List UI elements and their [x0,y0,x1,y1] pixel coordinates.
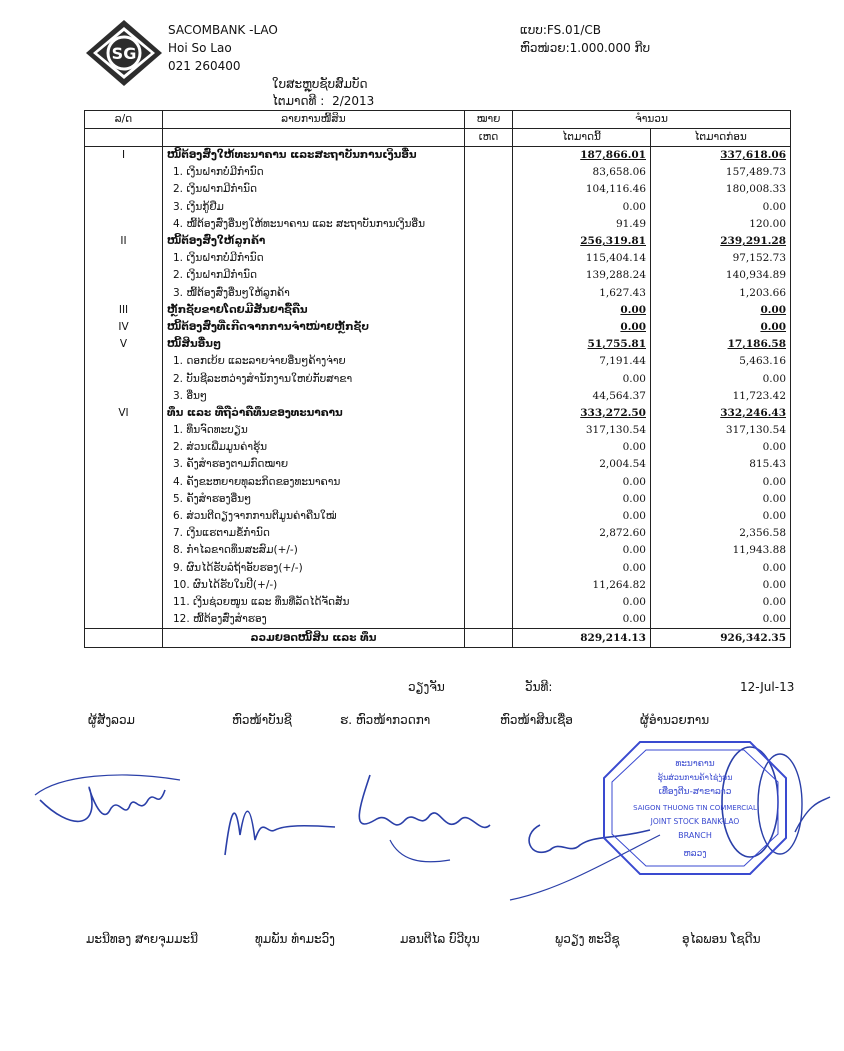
col-header-note: ໝາຍ [465,111,513,129]
row-label: 2. ເງິນຝາກມີກຳນົດ [163,181,465,198]
row-note [465,164,513,181]
row-note [465,594,513,611]
row-label: 9. ຜົນໄດ້ຮັບລໍຖ້າອັບຮອງ(+/-) [163,560,465,577]
row-number [85,181,163,198]
row-current-value: 0.00 [513,491,651,508]
row-note [465,491,513,508]
row-label: 5. ຄັງສຳຮອງອື່ນໆ [163,491,465,508]
row-label: 3. ຄັງສຳຮອງຕາມກົດໝາຍ [163,456,465,473]
row-previous-value: 157,489.73 [651,164,791,181]
row-number [85,456,163,473]
row-current-value: 0.00 [513,508,651,525]
role-director: ຜູ້ອຳນວຍການ [640,713,710,727]
stamp-line-5: JOINT STOCK BANK-LAO [650,817,740,826]
row-note [465,577,513,594]
table-row [85,319,791,336]
row-label: ໜີ້ຕ້ອງສົ່ງໃຫ້ທະນາຄານ ແລະສະຖາບັນການເງິນອື່ນ [163,147,465,165]
row-current-value: 256,319.81 [513,233,651,250]
total-row [85,629,791,648]
form-code: ແບບ:FS.01/CB [520,23,601,37]
role-credit-head: ຫົວໜ້າສິນເຊື່ອ [500,713,573,727]
row-current-value: 2,872.60 [513,525,651,542]
row-note [465,474,513,491]
row-previous-value: 0.00 [651,319,791,336]
row-number: IV [85,319,163,336]
row-previous-value: 815.43 [651,456,791,473]
table-row [85,405,791,422]
total-current: 829,214.13 [513,629,651,648]
row-label: 3. ອື່ນໆ [163,388,465,405]
total-no [85,629,163,648]
row-label: 11. ເງິນຊ່ວຍໜູນ ແລະ ທຶນທີ່ລັດໄດ້ຈັດສັນ [163,594,465,611]
row-number [85,525,163,542]
row-note [465,319,513,336]
table-row [85,560,791,577]
row-previous-value: 0.00 [651,577,791,594]
row-note [465,560,513,577]
col-header-no-blank [85,129,163,147]
table-row [85,594,791,611]
row-previous-value: 0.00 [651,439,791,456]
row-label: ໜີ້ຕ້ອງສົ່ງໃຫ້ລູກຄ້າ [163,233,465,250]
row-number [85,439,163,456]
row-current-value: 0.00 [513,439,651,456]
table-row [85,508,791,525]
row-previous-value: 0.00 [651,474,791,491]
row-number [85,267,163,284]
row-number: III [85,302,163,319]
stamp-line-4: SAIGON THUONG TIN COMMERCIAL [633,804,757,812]
table-row [85,422,791,439]
table-row [85,611,791,629]
table-row [85,491,791,508]
row-current-value: 51,755.81 [513,336,651,353]
stamp-line-2: ຮຸ້ນສ່ວນການຄ້າໄຊ່ງ່ອນ [657,773,733,782]
signing-place: ວຽງຈັນ [408,680,445,694]
row-current-value: 0.00 [513,560,651,577]
row-number: V [85,336,163,353]
row-number [85,250,163,267]
signature-chief-accountant [205,775,345,865]
name-credit-head: ພູວຽງ ທະວີຊຸ [555,932,620,946]
row-label: 12. ໜີ້ຕ້ອງສົ່ງສຳຮອງ [163,611,465,629]
row-number [85,491,163,508]
row-number [85,164,163,181]
row-current-value: 7,191.44 [513,353,651,370]
row-current-value: 44,564.37 [513,388,651,405]
table-row [85,388,791,405]
bank-branch: Hoi So Lao [168,41,232,55]
period-line [272,94,374,108]
company-stamp [600,738,790,878]
table-row [85,474,791,491]
table-row [85,267,791,284]
row-current-value: 1,627.43 [513,285,651,302]
name-chief-accountant: ທຸມພັນ ທຳມະວົງ [255,932,335,946]
role-chief-inspector: ຮ. ຫົວໜ້າກວດກາ [340,713,431,727]
col-header-item: ລາຍການໜີ້ສິນ [163,111,465,129]
col-header-item-blank [163,129,465,147]
date-value: 12-Jul-13 [740,680,795,694]
row-number [85,508,163,525]
stamp-line-7: ຫລວງ [683,849,707,859]
total-label: ລວມຍອດໜີ້ສິນ ແລະ ທຶນ [163,629,465,648]
name-chief-inspector: ມອນຕີໄລ ບົວີບຸນ [400,932,480,946]
currency-unit: ຫົວໜ່ວຍ:1.000.000 ກີບ [520,41,651,55]
row-previous-value: 140,934.89 [651,267,791,284]
row-previous-value: 1,203.66 [651,285,791,302]
row-note [465,267,513,284]
table-row [85,285,791,302]
col-header-no: ລ/ດ [85,111,163,129]
row-previous-value: 97,152.73 [651,250,791,267]
row-previous-value: 120.00 [651,216,791,233]
row-note [465,199,513,216]
row-note [465,439,513,456]
row-label: 1. ດອກເບ້ຍ ແລະລາຍຈ່າຍອື່ນໆຄ້າງຈ່າຍ [163,353,465,370]
row-label: 6. ສ່ວນຕີດຽງຈາກການຕີມູນຄ່າຄືນໃໝ່ [163,508,465,525]
date-label: ວັນທີ: [525,680,553,694]
table-row [85,199,791,216]
row-label: 2. ບັນຊີລະຫວ່າງສຳນັກງານໃຫຍ່ກັບສາຂາ [163,370,465,387]
row-current-value: 139,288.24 [513,267,651,284]
stamp-line-1: ທະນາຄານ [675,759,715,769]
row-number [85,216,163,233]
col-header-amount: ຈຳນວນ [513,111,791,129]
row-label: 4. ໜີ້ຕ້ອງສົ່ງອື່ນໆໃຫ້ທະນາຄານ ແລະ ສະຖາບັນການເງິນອື່ນ [163,216,465,233]
row-current-value: 11,264.82 [513,577,651,594]
row-current-value: 317,130.54 [513,422,651,439]
total-previous: 926,342.35 [651,629,791,648]
row-current-value: 187,866.01 [513,147,651,165]
row-label: 2. ສ່ວນເພີ່ມມູນຄ່າຮຸ້ນ [163,439,465,456]
row-label: 1. ທຶນຈົດທະບຽນ [163,422,465,439]
row-label: 3. ໜີ້ຕ້ອງສົ່ງອື່ນໆໃຫ້ລູກຄ້າ [163,285,465,302]
row-previous-value: 0.00 [651,370,791,387]
row-previous-value: 317,130.54 [651,422,791,439]
row-previous-value: 337,618.06 [651,147,791,165]
bank-logo [84,18,164,88]
row-previous-value: 0.00 [651,199,791,216]
row-label: ຫຼັກຊັບຂາຍໂດຍມີສັນຍາຊື້ຄືນ [163,302,465,319]
logo-lettering: SG [111,44,137,63]
row-previous-value: 0.00 [651,508,791,525]
table-row [85,577,791,594]
row-label: ໜີ້ຕ້ອງສົ່ງທີ່ເກີດຈາກການຈຳໜ່າຍຫຼັກຊັບ [163,319,465,336]
row-note [465,508,513,525]
name-director: ອຸໄລພອນ ໂຊດີນ [682,932,761,946]
table-row [85,181,791,198]
row-current-value: 2,004.54 [513,456,651,473]
row-note [465,181,513,198]
row-note [465,353,513,370]
row-current-value: 83,658.06 [513,164,651,181]
row-current-value: 333,272.50 [513,405,651,422]
row-number [85,611,163,629]
row-label: ທຶນ ແລະ ທີ່ຖືວ່າຄືທຶນຂອງທະນາຄານ [163,405,465,422]
row-current-value: 0.00 [513,199,651,216]
stamp-line-3: ເທື່ອງຕີນ-ສາຂາລາວ [658,787,732,797]
row-previous-value: 239,291.28 [651,233,791,250]
row-number: VI [85,405,163,422]
row-number [85,285,163,302]
table-row [85,370,791,387]
table-row [85,302,791,319]
row-note [465,233,513,250]
row-note [465,422,513,439]
table-row [85,439,791,456]
row-label: 4. ຄັງຂະຫຍາຍທຸລະກິດຂອງທະນາຄານ [163,474,465,491]
row-number [85,422,163,439]
table-row [85,164,791,181]
col-header-previous: ໄຕມາດກ່ອນ [651,129,791,147]
row-previous-value: 0.00 [651,560,791,577]
row-label: 7. ເງິນແຮຕາມຂໍ້ກຳນົດ [163,525,465,542]
row-previous-value: 0.00 [651,302,791,319]
row-label: 1. ເງິນຝາກບໍ່ມີກຳນົດ [163,250,465,267]
row-number: I [85,147,163,165]
row-current-value: 0.00 [513,302,651,319]
table-row [85,250,791,267]
balance-sheet-table [84,110,791,648]
row-current-value: 104,116.46 [513,181,651,198]
row-current-value: 0.00 [513,611,651,629]
table-row [85,542,791,559]
row-previous-value: 17,186.58 [651,336,791,353]
row-current-value: 0.00 [513,370,651,387]
row-note [465,542,513,559]
role-chief-accountant: ຫົວໜ້າບັນຊີ [232,713,292,727]
row-label: 10. ຜົນໄດ້ຮັບໃນປີ(+/-) [163,577,465,594]
row-number [85,594,163,611]
row-label: ໜີ້ສິນອື່ນໆ [163,336,465,353]
row-label: 3. ເງິນກູ້ຢືມ [163,199,465,216]
row-number [85,474,163,491]
row-note [465,250,513,267]
table-row [85,147,791,165]
table-row [85,336,791,353]
row-current-value: 0.00 [513,319,651,336]
row-previous-value: 0.00 [651,594,791,611]
row-previous-value: 180,008.33 [651,181,791,198]
row-current-value: 0.00 [513,474,651,491]
row-previous-value: 11,723.42 [651,388,791,405]
total-note [465,629,513,648]
row-number: II [85,233,163,250]
col-header-note-bottom: ເຫດ [465,129,513,147]
row-number [85,199,163,216]
bank-phone: 021 260400 [168,59,241,73]
row-note [465,216,513,233]
row-note [465,285,513,302]
row-previous-value: 11,943.88 [651,542,791,559]
row-note [465,611,513,629]
row-note [465,456,513,473]
period-label: ໄຕມາດທີ : [272,94,325,108]
row-current-value: 0.00 [513,542,651,559]
row-current-value: 0.00 [513,594,651,611]
row-label: 8. ກຳໄລຂາດທຶນສະສົມ(+/-) [163,542,465,559]
row-note [465,525,513,542]
row-number [85,542,163,559]
row-note [465,388,513,405]
row-number [85,388,163,405]
row-current-value: 91.49 [513,216,651,233]
row-note [465,405,513,422]
row-previous-value: 332,246.43 [651,405,791,422]
table-row [85,353,791,370]
row-previous-value: 0.00 [651,611,791,629]
table-row [85,233,791,250]
period-value: 2/2013 [332,94,375,108]
role-compiler: ຜູ້ສັງລວມ [88,713,135,727]
row-note [465,302,513,319]
row-current-value: 115,404.14 [513,250,651,267]
row-note [465,147,513,165]
row-previous-value: 0.00 [651,491,791,508]
row-number [85,353,163,370]
row-previous-value: 2,356.58 [651,525,791,542]
name-compiler: ມະນີທອງ ສາຍຈຸມມະນີ [86,932,198,946]
bank-name: SACOMBANK -LAO [168,23,278,37]
row-number [85,577,163,594]
col-header-current: ໄຕມາດນີ້ [513,129,651,147]
row-number [85,370,163,387]
row-number [85,560,163,577]
stamp-line-6: BRANCH [678,831,712,840]
table-row [85,456,791,473]
signature-chief-inspector [330,765,500,875]
row-label: 2. ເງິນຝາກມີກຳນົດ [163,267,465,284]
row-previous-value: 5,463.16 [651,353,791,370]
table-row [85,525,791,542]
table-row [85,216,791,233]
document-title: ໃບສະຫຼຸບຊັບສົມບັດ [272,77,368,91]
row-note [465,370,513,387]
row-label: 1. ເງິນຝາກບໍ່ມີກຳນົດ [163,164,465,181]
row-note [465,336,513,353]
signature-compiler [30,760,190,850]
